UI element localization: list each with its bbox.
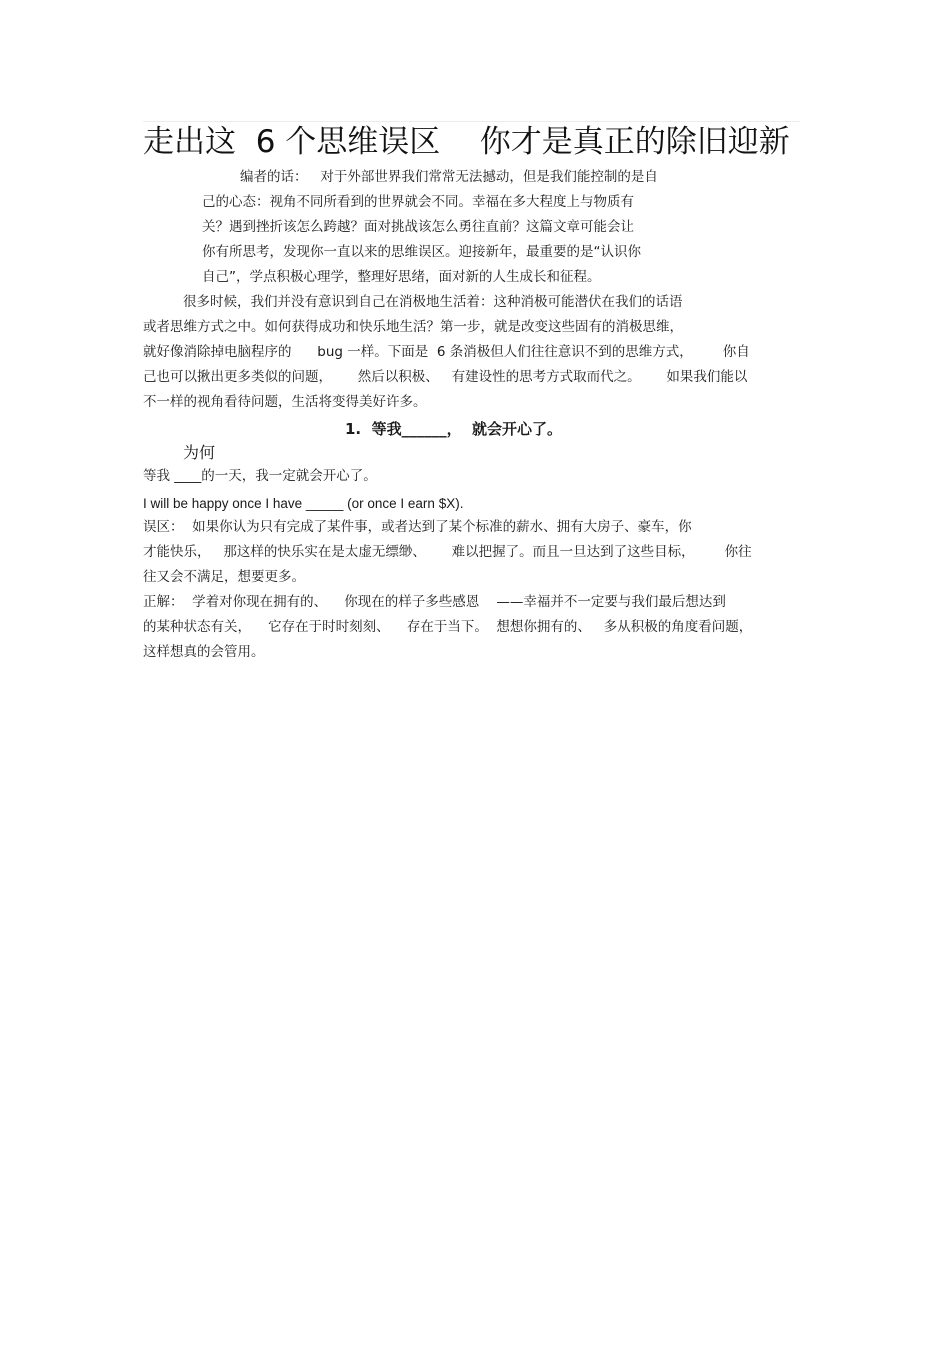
editor-note-line: 关？遇到挫折该怎么跨越？面对挑战该怎么勇往直前？这篇文章可能会让 xyxy=(202,219,634,235)
section-heading: 1. 等我______， 就会开心了。 xyxy=(345,420,563,438)
correction-line: 这样想真的会管用。 xyxy=(143,644,265,660)
intro-line: 很多时候，我们并没有意识到自己在消极地生活着：这种消极可能潜伏在我们的话语 xyxy=(183,294,683,310)
editor-note-line: 编者的话： 对于外部世界我们常常无法撼动，但是我们能控制的是自 xyxy=(240,169,658,185)
correction-line: 正解： 学着对你现在拥有的、 你现在的样子多些感恩 ——幸福并不一定要与我们最后想达到 xyxy=(143,594,726,610)
article-title: 走出这 6 个思维误区 你才是真正的除旧迎新 xyxy=(143,124,790,160)
intro-line: 或者思维方式之中。如何获得成功和快乐地生活？第一步，就是改变这些固有的消极思维， xyxy=(143,319,683,335)
editor-note-line: 你有所思考，发现你一直以来的思维误区。迎接新年，最重要的是“认识你 xyxy=(202,244,641,260)
example-cn: 等我 ____的一天，我一定就会开心了。 xyxy=(143,468,377,484)
editor-note-line: 自己”，学点积极心理学，整理好思绪，面对新的人生成长和征程。 xyxy=(202,269,601,285)
editor-note-line: 己的心态：视角不同所看到的世界就会不同。幸福在多大程度上与物质有 xyxy=(202,194,634,210)
intro-line: 己也可以揪出更多类似的问题， 然后以积极、 有建设性的思考方式取而代之。 如果我们能以 xyxy=(143,369,748,385)
header-rule xyxy=(143,121,800,122)
intro-line: 不一样的视角看待问题，生活将变得美好许多。 xyxy=(143,394,427,410)
intro-line: 就好像消除掉电脑程序的 bug 一样。下面是 6 条消极但人们往往意识不到的思维方式， 你自 xyxy=(143,344,750,360)
mistake-line: 误区： 如果你认为只有完成了某件事，或者达到了某个标准的薪水、拥有大房子、豪车，你 xyxy=(143,519,692,535)
mistake-line: 往又会不满足，想要更多。 xyxy=(143,569,305,585)
why-label: 为何 xyxy=(183,443,216,462)
mistake-line: 才能快乐， 那这样的快乐实在是太虚无缥缈、 难以把握了。而且一旦达到了这些目标， 你往 xyxy=(143,544,752,560)
example-en: I will be happy once I have _____ (or once I earn $X). xyxy=(143,496,464,511)
correction-line: 的某种状态有关， 它存在于时时刻刻、 存在于当下。 想想你拥有的、 多从积极的角度看问题， xyxy=(143,619,753,635)
